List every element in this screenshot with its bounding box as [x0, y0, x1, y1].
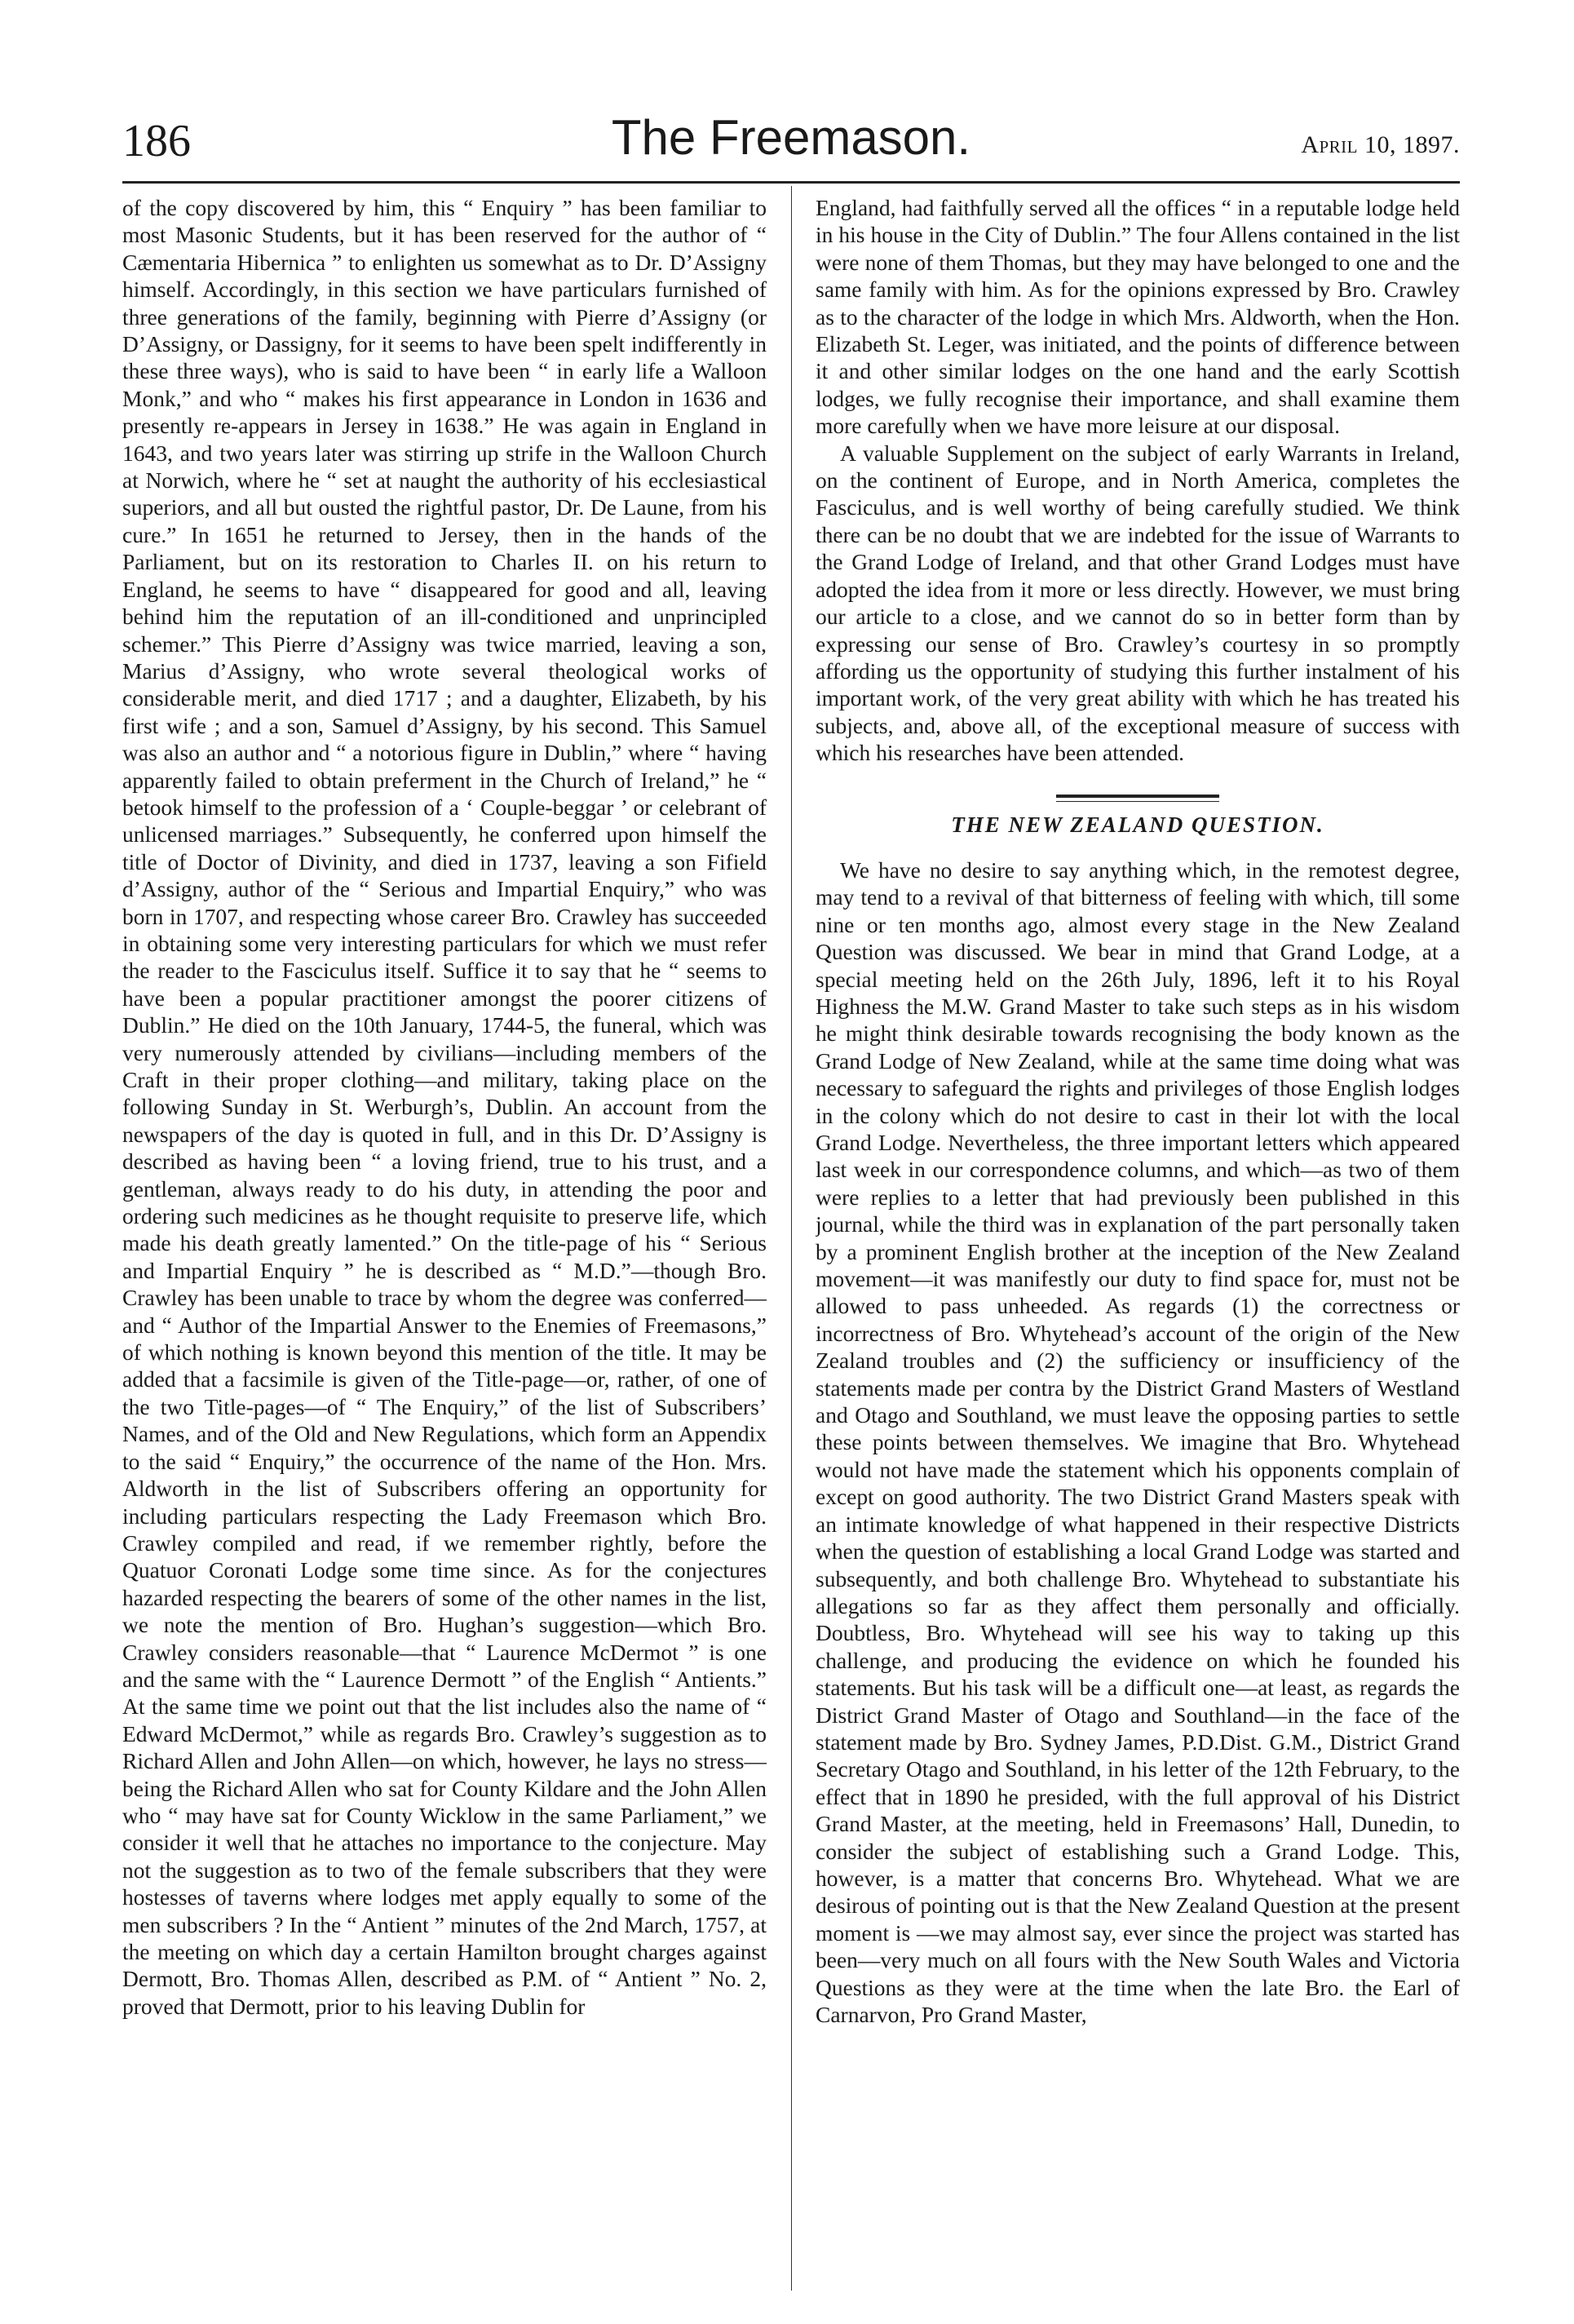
section-heading: THE NEW ZEALAND QUESTION.: [951, 812, 1324, 837]
article-paragraph: A valuable Supplement on the subject of early Warrants in Ireland, on the continent of Europe, and in North America, completes the Fasciculus, and is well worthy of being carefully studied. We think there can be no doubt that we are indebted for the issue of Warrants to the Grand Lodge of Ireland, and that other Grand Lodges must have adopted the idea from it more or less directly. However, we must bring our article to a close, and we cannot do so in better form than by expressing our sense of Bro. Crawley’s courtesy in so promptly affording us the opportunity of studying this further instalment of his important work, of the very great ability with which he has treated his subjects, and, above all, of the exceptional measure of success with which his researches have been attended.: [816, 440, 1460, 766]
article-paragraph: England, had faithfully served all the offices “ in a reputable lodge held in his house in the City of Dublin.” The four Allens contained in the list were none of them Thomas, but they may have belonged to one and the same family with him. As for the opinions expressed by Bro. Crawley as to the character of the lodge in which Mrs. Aldworth, when the Hon. Elizabeth St. Leger, was initiated, and the points of difference between it and other similar lodges on the one hand and the early Scottish lodges, we fully recognise their importance, and shall examine them more carefully when we have more leisure at our disposal.: [816, 195, 1460, 439]
separator-thick-rule: [1056, 795, 1219, 798]
page-number: 186: [122, 116, 191, 166]
article-paragraph: We have no desire to say anything which, in the remotest degree, may tend to a revival of that bitterness of feeling with which, till some nine or ten months ago, almost every stage in the New Zealand Question was discussed. We bear in mind that Grand Lodge, at a special meeting held on the 26th July, 1896, left it to his Royal Highness the M.W. Grand Master to take such steps as in his wisdom he might think desirable towards recognising the body known as the Grand Lodge of New Zealand, while at the same time doing what was necessary to safeguard the rights and privileges of those English lodges in the colony which do not desire to cast in their lot with the local Grand Lodge. Nevertheless, the three important letters which appeared last week in our correspondence columns, and which—as two of them were replies to a letter that had previously been published in this journal, while the third was in explanation of the part personally taken by a prominent English brother at the inception of the New Zealand movement—it was manifestly our duty to find space for, must not be allowed to pass unheeded. As regards (1) the correctness or incorrectness of Bro. Whytehead’s account of the origin of the New Zealand troubles and (2) the sufficiency or insufficiency of the statements made per contra by the District Grand Masters of Westland and Otago and Southland, we must leave the opposing parties to settle these points between themselves. We imagine that Bro. Whytehead would not have made the statement which his opponents complain of except on good authority. The two District Grand Masters speak with an intimate knowledge of what happened in their respective Districts when the question of establishing a local Grand Lodge was started and subsequently, and both challenge Bro. Whytehead to substantiate his allegations so far as they affect them personally and officially. Doubtless, Bro. Whytehead will see his way to taking up this challenge, and producing the evidence on which he founded his statements. But his task will be a difficult one—at least, as regards the District Grand Master of Otago and Southland—in the face of the statement made by Bro. Sydney James, P.D.Dist. G.M., District Grand Secretary Otago and Southland, in his letter of the 12th February, to the effect that in 1890 he presided, with the full approval of his District Grand Master, at the meeting, held in Freemasons’ Hall, Dunedin, to consider the subject of establishing such a Grand Lodge. This, however, is a matter that concerns Bro. Whytehead. What we are desirous of pointing out is that the New Zealand Question at the present moment is —we may almost say, ever since the project was started has been—very much on all fours with the New South Wales and Victoria Questions as they were at the time when the late Bro. the Earl of Carnarvon, Pro Grand Master,: [816, 857, 1460, 2027]
masthead-title: The Freemason.: [611, 110, 971, 165]
page-header: [122, 110, 1460, 188]
left-column: [122, 194, 767, 2282]
header-rule: [122, 181, 1460, 184]
section-separator: [1056, 795, 1219, 802]
right-column: [816, 194, 1460, 2282]
article-paragraph: of the copy discovered by him, this “ Enquiry ” has been familiar to most Masonic Students, but it has been reserved for the author of “ Cæmentaria Hibernica ” to enlighten us somewhat as to Dr. D’Assigny himself. Accordingly, in this section we have particulars furnished of three generations of the family, beginning with Pierre d’Assigny (or D’Assigny, or Dassigny, for it seems to have been spelt indifferently in these three ways), who is said to have been “ in early life a Walloon Monk,” and who “ makes his first appearance in London in 1636 and presently re-appears in Jersey in 1638.” He was again in England in 1643, and two years later was stirring up strife in the Walloon Church at Norwich, where he “ set at naught the authority of his ecclesiastical superiors, and all but ousted the rightful pastor, Dr. De Laune, from his cure.” In 1651 he returned to Jersey, then in the hands of the Parliament, but on its restoration to Charles II. on his return to England, he seems to have “ disappeared for good and all, leaving behind him the reputation of an ill-conditioned and unprincipled schemer.” This Pierre d’Assigny was twice married, leaving a son, Marius d’Assigny, who wrote several theological works of considerable merit, and died 1717 ; and a daughter, Elizabeth, by his first wife ; and a son, Samuel d’Assigny, by his second. This Samuel was also an author and “ a notorious figure in Dublin,” where “ having apparently failed to obtain preferment in the Church of Ireland,” he “ betook himself to the profession of a ‘ Couple-beggar ’ or celebrant of unlicensed marriages.” Subsequently, he conferred upon himself the title of Doctor of Divinity, and died in 1737, leaving a son Fifield d’Assigny, author of the “ Serious and Impartial Enquiry,” who was born in 1707, and respecting whose career Bro. Crawley has succeeded in obtaining some very interesting particulars for which we must refer the reader to the Fasciculus itself. Suffice it to say that he “ seems to have been a popular practitioner amongst the poorer citizens of Dublin.” He died on the 10th January, 1744-5, the funeral, which was very numerously attended by civilians—including members of the Craft in their proper clothing—and military, taking place on the following Sunday in St. Werburgh’s, Dublin. An account from the newspapers of the day is quoted in full, and in this Dr. D’Assigny is described as having been “ a loving friend, true to his trust, and a gentleman, always ready to do his duty, in attending the poor and ordering such medicines as he thought requisite to preserve life, which made his death greatly lamented.” On the title-page of his “ Serious and Impartial Enquiry ” he is described as “ M.D.”—though Bro. Crawley has been unable to trace by whom the degree was conferred—and “ Author of the Impartial Answer to the Enemies of Freemasons,” of which nothing is known beyond this mention of the title. It may be added that a facsimile is given of the Title-page—or, rather, of one of the two Title-pages—of “ The Enquiry,” of the list of Subscribers’ Names, and of the Old and New Regulations, which form an Appendix to the said “ Enquiry,” the occurrence of the name of the Hon. Mrs. Aldworth in the list of Subscribers offering an opportunity for including particulars respecting the Lady Freemason which Bro. Crawley compiled and read, if we remember rightly, before the Quatuor Coronati Lodge some time since. As for the conjectures hazarded respecting the bearers of some of the other names in the list, we note the mention of Bro. Hughan’s suggestion—which Bro. Crawley considers reasonable—that “ Laurence McDermot ” is one and the same with the “ Laurence Dermott ” of the English “ Antients.” At the same time we point out that the list includes also the name of “ Edward McDermot,” while as regards Bro. Crawley’s suggestion as to Richard Allen and John Allen—on which, however, he lays no stress—being the Richard Allen who sat for County Kildare and the John Allen who “ may have sat for County Wicklow in the same Parliament,” we consider it well that he attaches no importance to the conjecture. May not the suggestion as to two of the female subscribers that they were hostesses of taverns where lodges met apply equally to some of the men subscribers ? In the “ Antient ” minutes of the 2nd March, 1757, at the meeting on which day a certain Hamilton brought charges against Dermott, Bro. Thomas Allen, described as P.M. of “ Antient ” No. 2, proved that Dermott, prior to his leaving Dublin for: [122, 195, 767, 2019]
column-divider: [791, 186, 792, 2291]
separator-thin-rule: [1056, 801, 1219, 802]
issue-date: April 10, 1897.: [1301, 131, 1460, 158]
